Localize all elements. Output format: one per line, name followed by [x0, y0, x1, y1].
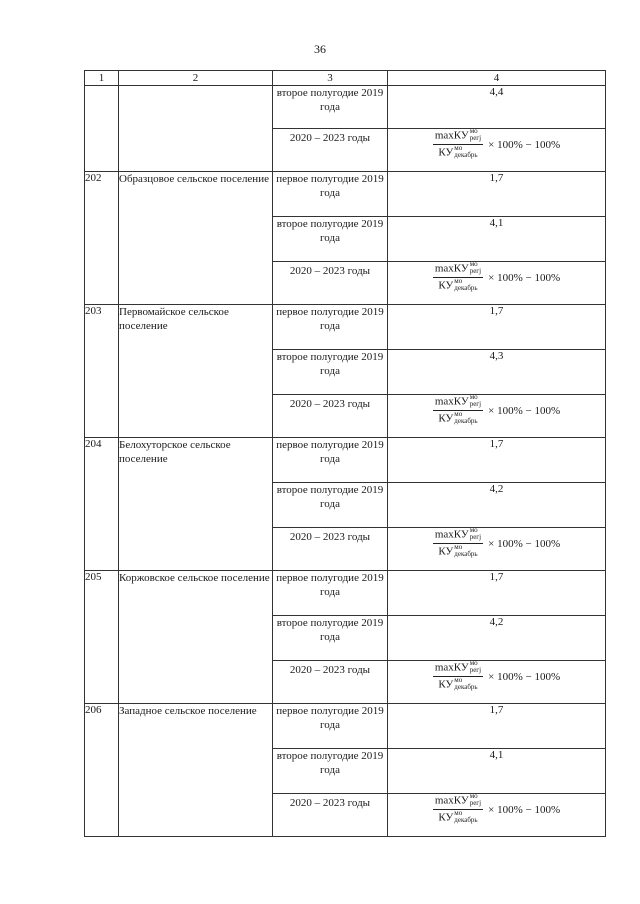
period-cell: первое полугодие 2019 года — [273, 172, 388, 217]
numerator-sub: регj — [469, 267, 482, 275]
formula-fraction — [433, 129, 483, 160]
formula-numerator — [433, 262, 483, 278]
formula — [388, 129, 605, 160]
denominator-sup: мо — [454, 809, 463, 817]
continuation-name-cell — [119, 86, 273, 172]
period-cell: первое полугодие 2019 года — [273, 571, 388, 616]
numerator-sup: мо — [469, 792, 478, 800]
formula-numerator — [433, 661, 483, 677]
formula-cell — [388, 794, 606, 837]
numerator-indices — [470, 128, 481, 142]
value-cell: 1,7 — [388, 172, 606, 217]
denominator-sub: декабрь — [454, 151, 478, 159]
settlement-name: Коржовское сельское поселение — [119, 571, 273, 704]
value-cell: 4,1 — [388, 749, 606, 794]
numerator-sub: регj — [469, 799, 482, 807]
period-cell: второе полугодие 2019 года — [273, 86, 388, 129]
years-cell: 2020 – 2023 годы — [273, 129, 388, 172]
formula-numerator — [433, 794, 483, 810]
numerator-main: maxКУ — [434, 661, 469, 674]
period-cell: первое полугодие 2019 года — [273, 438, 388, 483]
row-number: 206 — [85, 704, 119, 837]
formula-numerator — [433, 528, 483, 544]
formula-fraction — [433, 395, 483, 426]
value-cell: 4,2 — [388, 616, 606, 661]
formula-denominator — [436, 411, 479, 426]
denominator-sup: мо — [454, 676, 463, 684]
numerator-main: maxКУ — [434, 129, 469, 142]
table-row — [85, 305, 606, 350]
continuation-row-second-half — [85, 86, 606, 129]
formula-fraction — [433, 794, 483, 825]
denominator-sup: мо — [454, 410, 463, 418]
continuation-num-cell — [85, 86, 119, 172]
formula — [388, 794, 605, 825]
numerator-main: maxКУ — [434, 262, 469, 275]
formula-cell — [388, 528, 606, 571]
numerator-sub: регj — [469, 400, 482, 408]
formula-rest: × 100% − 100% — [488, 138, 561, 151]
value-cell: 4,4 — [388, 86, 606, 129]
period-cell: второе полугодие 2019 года — [273, 749, 388, 794]
denominator-main: КУ — [438, 678, 454, 691]
formula-rest: × 100% − 100% — [488, 271, 561, 284]
value-cell: 4,3 — [388, 350, 606, 395]
formula-cell — [388, 262, 606, 305]
denominator-sub: декабрь — [454, 816, 478, 824]
denominator-sub: декабрь — [454, 417, 478, 425]
denominator-sup: мо — [454, 277, 463, 285]
numerator-indices — [470, 793, 481, 807]
years-cell: 2020 – 2023 годы — [273, 262, 388, 305]
formula-denominator — [436, 278, 479, 293]
value-cell: 1,7 — [388, 305, 606, 350]
row-number: 205 — [85, 571, 119, 704]
numerator-indices — [470, 261, 481, 275]
period-cell: второе полугодие 2019 года — [273, 483, 388, 528]
formula — [388, 661, 605, 692]
formula — [388, 262, 605, 293]
settlement-name: Первомайское сельское поселение — [119, 305, 273, 438]
settlement-name: Западное сельское поселение — [119, 704, 273, 837]
numerator-indices — [470, 660, 481, 674]
numerator-sub: регj — [469, 666, 482, 674]
numerator-sub: регj — [469, 134, 482, 142]
period-cell: второе полугодие 2019 года — [273, 350, 388, 395]
row-number: 202 — [85, 172, 119, 305]
numerator-sup: мо — [469, 393, 478, 401]
numerator-indices — [470, 527, 481, 541]
formula-numerator — [433, 129, 483, 145]
value-cell: 1,7 — [388, 704, 606, 749]
table-body — [85, 71, 606, 837]
table-row — [85, 438, 606, 483]
header-cell-1: 1 — [85, 71, 119, 86]
formula-rest: × 100% − 100% — [488, 404, 561, 417]
formula-fraction — [433, 528, 483, 559]
formula-denominator — [436, 145, 479, 160]
denominator-sub: декабрь — [454, 550, 478, 558]
value-cell: 4,2 — [388, 483, 606, 528]
table-row — [85, 704, 606, 749]
formula-denominator — [436, 677, 479, 692]
denominator-indices — [454, 677, 477, 691]
denominator-indices — [454, 278, 477, 292]
denominator-sup: мо — [454, 543, 463, 551]
formula-fraction — [433, 661, 483, 692]
denominator-sup: мо — [454, 144, 463, 152]
formula-numerator — [433, 395, 483, 411]
tariff-table — [84, 70, 606, 837]
numerator-sup: мо — [469, 127, 478, 135]
denominator-main: КУ — [438, 146, 454, 159]
row-number: 204 — [85, 438, 119, 571]
row-number: 203 — [85, 305, 119, 438]
formula — [388, 395, 605, 426]
years-cell: 2020 – 2023 годы — [273, 395, 388, 438]
formula-fraction — [433, 262, 483, 293]
numerator-sub: регj — [469, 533, 482, 541]
header-cell-3: 3 — [273, 71, 388, 86]
denominator-main: КУ — [438, 811, 454, 824]
formula-denominator — [436, 810, 479, 825]
settlement-name: Образцовое сельское поселение — [119, 172, 273, 305]
denominator-sub: декабрь — [454, 284, 478, 292]
value-cell: 1,7 — [388, 571, 606, 616]
numerator-main: maxКУ — [434, 794, 469, 807]
denominator-indices — [454, 411, 477, 425]
denominator-sub: декабрь — [454, 683, 478, 691]
period-cell: первое полугодие 2019 года — [273, 305, 388, 350]
formula-cell — [388, 661, 606, 704]
formula-cell — [388, 395, 606, 438]
formula-rest: × 100% − 100% — [488, 803, 561, 816]
period-cell: второе полугодие 2019 года — [273, 616, 388, 661]
settlement-name: Белохуторское сельское поселение — [119, 438, 273, 571]
years-cell: 2020 – 2023 годы — [273, 528, 388, 571]
denominator-main: КУ — [438, 279, 454, 292]
period-cell: первое полугодие 2019 года — [273, 704, 388, 749]
header-row — [85, 71, 606, 86]
numerator-sup: мо — [469, 260, 478, 268]
years-cell: 2020 – 2023 годы — [273, 661, 388, 704]
numerator-main: maxКУ — [434, 528, 469, 541]
denominator-main: КУ — [438, 545, 454, 558]
denominator-main: КУ — [438, 412, 454, 425]
formula-denominator — [436, 544, 479, 559]
numerator-sup: мо — [469, 526, 478, 534]
formula-rest: × 100% − 100% — [488, 537, 561, 550]
denominator-indices — [454, 544, 477, 558]
table-row — [85, 172, 606, 217]
header-cell-2: 2 — [119, 71, 273, 86]
value-cell: 1,7 — [388, 438, 606, 483]
value-cell: 4,1 — [388, 217, 606, 262]
header-cell-4: 4 — [388, 71, 606, 86]
formula — [388, 528, 605, 559]
table-row — [85, 571, 606, 616]
numerator-main: maxКУ — [434, 395, 469, 408]
formula-rest: × 100% − 100% — [488, 670, 561, 683]
formula-cell — [388, 129, 606, 172]
denominator-indices — [454, 810, 477, 824]
years-cell: 2020 – 2023 годы — [273, 794, 388, 837]
numerator-sup: мо — [469, 659, 478, 667]
page-number: 36 — [314, 42, 326, 56]
denominator-indices — [454, 145, 477, 159]
period-cell: второе полугодие 2019 года — [273, 217, 388, 262]
numerator-indices — [470, 394, 481, 408]
